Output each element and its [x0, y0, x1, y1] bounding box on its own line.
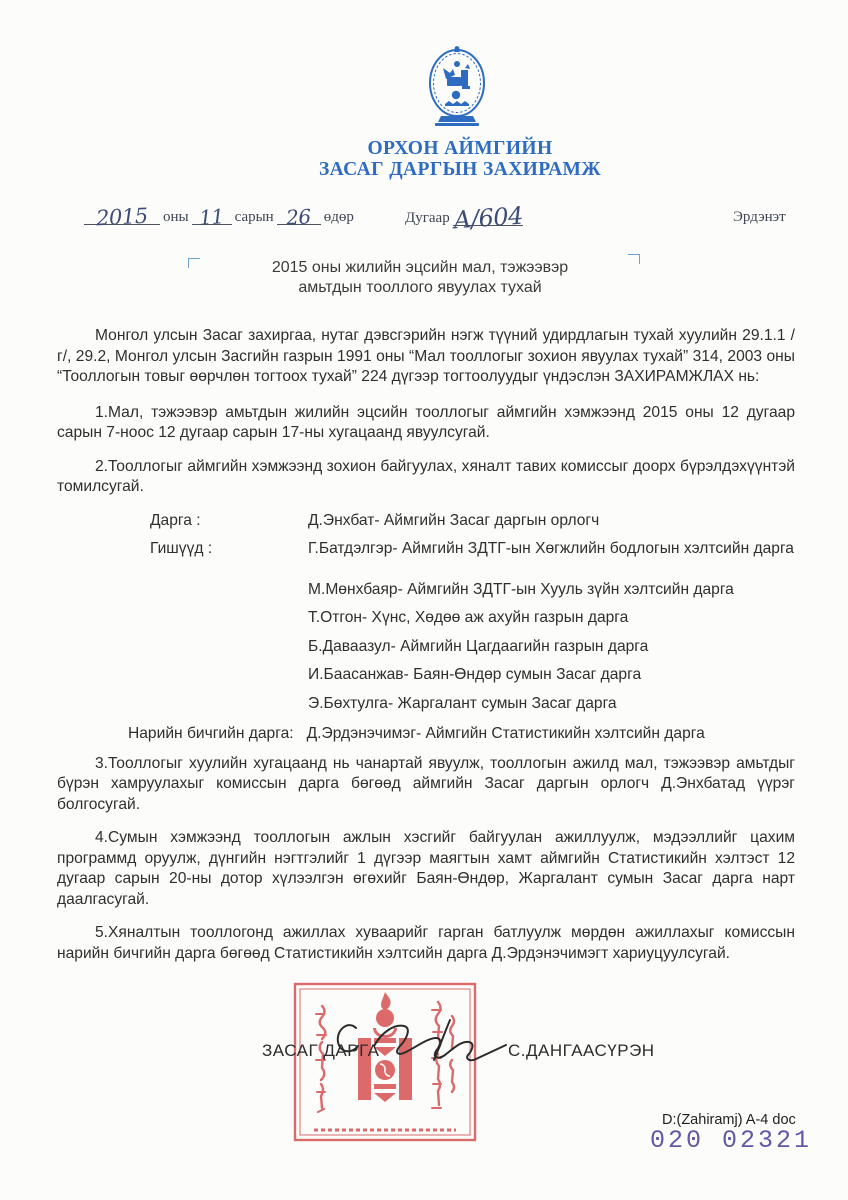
handwritten-number: А/604 — [452, 201, 524, 235]
item-4: 4.Сумын хэмжээнд тооллогын ажлын хэсгийг байгуулан ажиллуулж, мэдээллийг цахим программд оруулж, дүнгийн нэгтгэлийг 1 дүгээр маягтын хамт аймгийн Статистикийн хэлтэст 12 дугаар сарын 20-ны дотор хүлээлгэн өгөхийг Баян-Өндөр, Жаргалант сумын Засаг дарга нарт даалгасугай. — [57, 829, 795, 908]
item-2: 2.Тооллогыг аймгийн хэмжээнд зохион байгуулах, хяналт тавих комиссыг доорх бүрэлдэхүүнтэй томилсугай. — [57, 457, 795, 495]
governor-signature-icon — [330, 1006, 542, 1072]
org-title-line1: ОРХОН АЙМГИЙН — [367, 138, 553, 159]
chair-label: Дарга : — [150, 511, 201, 529]
decree-body — [57, 326, 795, 977]
number-label: Дугаар — [405, 210, 450, 226]
number-blank — [452, 201, 524, 235]
item-1: 1.Мал, тэжээвэр амьтдын жилийн эцсийн тооллогыг аймгийн хэмжээнд 2015 оны 12 дугаар сарын 7-ноос 12 дугаар сарын 17-ны хугацаанд явуулсугай. — [57, 403, 795, 441]
org-title-line2: ЗАСАГ ДАРГЫН ЗАХИРАМЖ — [318, 159, 602, 180]
day-blank — [277, 204, 321, 230]
document-reference: D:(Zahiramj) A-4 doc — [662, 1112, 796, 1128]
month-blank — [192, 204, 232, 230]
secretary-row — [57, 724, 795, 745]
meta-row — [0, 201, 848, 237]
month-label: сарын — [234, 209, 274, 225]
member-name: И.Баасанжав- Баян-Өндөр сумын Засаг дарга — [308, 666, 642, 683]
member-name: М.Мөнхбаяр- Аймгийн ЗДТГ-ын Хууль зүйн хэлтсийн дарга — [308, 580, 734, 598]
handwritten-month: 11 — [198, 204, 225, 230]
subject-line2: амьтдын тооллого явуулах тухай — [298, 279, 542, 296]
item-3: 3.Тооллогыг хуулийн хугацаанд нь чанартай явуулж, тооллогын ажилд мал, тэжээвэр амьтдыг бүрэн хамруулахыг комиссын дарга бөгөөд аймгийн Засаг даргын орлогч Д.Энхбатад үүрэг болгосугай. — [57, 754, 795, 813]
item-5: 5.Хяналтын тооллогонд ажиллах хуваарийг гарган батлуулж мөрдөн ажиллахыг комиссын нарийн бичгийн дарга бөгөөд Статистикийн хэлтсийн дарга Д.Эрдэнэчимэгт хариуцуулсугай. — [57, 924, 795, 962]
handwritten-day: 26 — [286, 204, 312, 230]
day-label: өдөр — [323, 209, 354, 225]
year-label: оны — [163, 209, 189, 225]
member-name: Э.Бөхтулга- Жаргалант сумын Засаг дарга — [308, 694, 617, 712]
handwritten-year: 2015 — [95, 203, 149, 231]
subject-title — [170, 258, 670, 298]
secretary-name: Д.Эрдэнэчимэг- Аймгийн Статистикийн хэлтсийн дарга — [306, 725, 705, 742]
city-label: Эрдэнэт — [733, 209, 786, 225]
member-name: Б.Даваазул- Аймгийн Цагдаагийн газрын дарга — [308, 637, 649, 655]
number-line — [402, 201, 524, 235]
roster-spacer — [57, 568, 795, 580]
members-row — [57, 539, 795, 560]
commission-roster — [57, 511, 795, 745]
registration-number-stamp: 020 02321 — [650, 1126, 813, 1155]
preamble-paragraph: Монгол улсын Засаг захиргаа, нутаг дэвсгэрийн нэгж түүний удирдлагын тухай хуулийн 29.1.1 /г/, 29.2, Монгол улсын Засгийн газрын 1991 оны “Мал тооллогыг зохион явуулах тухай” 314, 2003 оны “Тооллогын товыг өөрчлөн тогтоох тухай” 224 дүгээр тогтоолуудыг үндэслэн ЗАХИРАМЖЛАХ нь: — [57, 327, 795, 385]
chair-name: Д.Энхбат- Аймгийн Засаг даргын орлогч — [308, 511, 600, 529]
member-name: Т.Отгон- Хүнс, Хөдөө аж ахуйн газрын дарга — [308, 609, 629, 626]
chair-row — [57, 511, 795, 532]
org-title — [66, 138, 848, 180]
date-line — [84, 203, 357, 231]
signer-name: С.ДАНГААСҮРЭН — [508, 1041, 655, 1060]
subject-line1: 2015 оны жилийн эцсийн мал, тэжээвэр — [271, 259, 569, 276]
signer-position: ЗАСАГ ДАРГА — [262, 1041, 380, 1060]
members-label: Гишүүд : — [150, 540, 213, 557]
mongolian-state-emblem-icon — [421, 44, 493, 132]
year-blank — [84, 203, 160, 231]
secretary-label: Нарийн бичгийн дарга: — [128, 725, 294, 742]
member-name: Г.Батдэлгэр- Аймгийн ЗДТГ-ын Хөгжлийн бодлогын хэлтсийн дарга — [308, 540, 794, 557]
